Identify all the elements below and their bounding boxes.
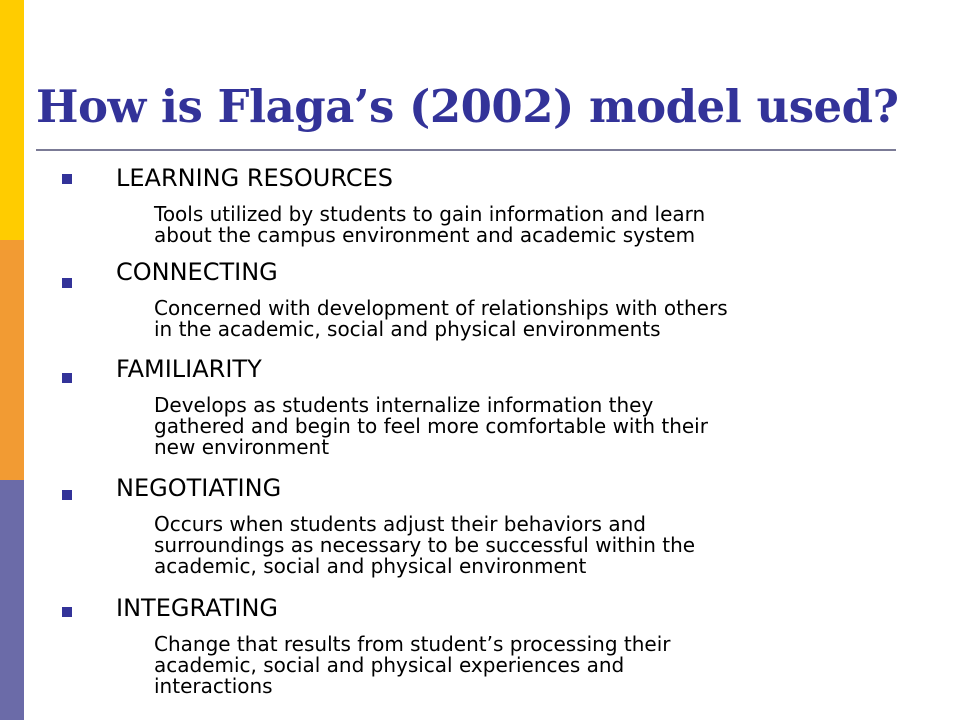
bullet-square-icon <box>62 278 72 288</box>
bullet-heading: NEGOTIATING <box>116 474 282 502</box>
bullet-square-icon <box>62 607 72 617</box>
bullet-heading: FAMILIARITY <box>116 355 262 383</box>
bullet-square-icon <box>62 373 72 383</box>
title-underline <box>36 149 896 151</box>
slide-title: How is Flaga’s (2002) model used? <box>36 80 899 133</box>
bullet-heading: INTEGRATING <box>116 594 278 622</box>
bullet-description: Develops as students internalize information they gathered and begin to feel more comfortable with their new environment <box>154 393 708 459</box>
bullet-description: Concerned with development of relationships with others in the academic, social and physical environments <box>154 296 728 341</box>
bullet-heading: CONNECTING <box>116 258 278 286</box>
bullet-description: Change that results from student’s processing their academic, social and physical experiences and interactions <box>154 632 671 698</box>
decor-stripe-orange <box>0 240 24 480</box>
decor-stripe-yellow <box>0 0 24 240</box>
bullet-heading: LEARNING RESOURCES <box>116 164 394 192</box>
bullet-square-icon <box>62 490 72 500</box>
bullet-description: Occurs when students adjust their behaviors and surroundings as necessary to be successful within the academic, social and physical environment <box>154 512 696 578</box>
bullet-description: Tools utilized by students to gain information and learn about the campus environment and academic system <box>154 202 706 247</box>
bullet-square-icon <box>62 174 72 184</box>
decor-stripe-purple <box>0 480 24 720</box>
